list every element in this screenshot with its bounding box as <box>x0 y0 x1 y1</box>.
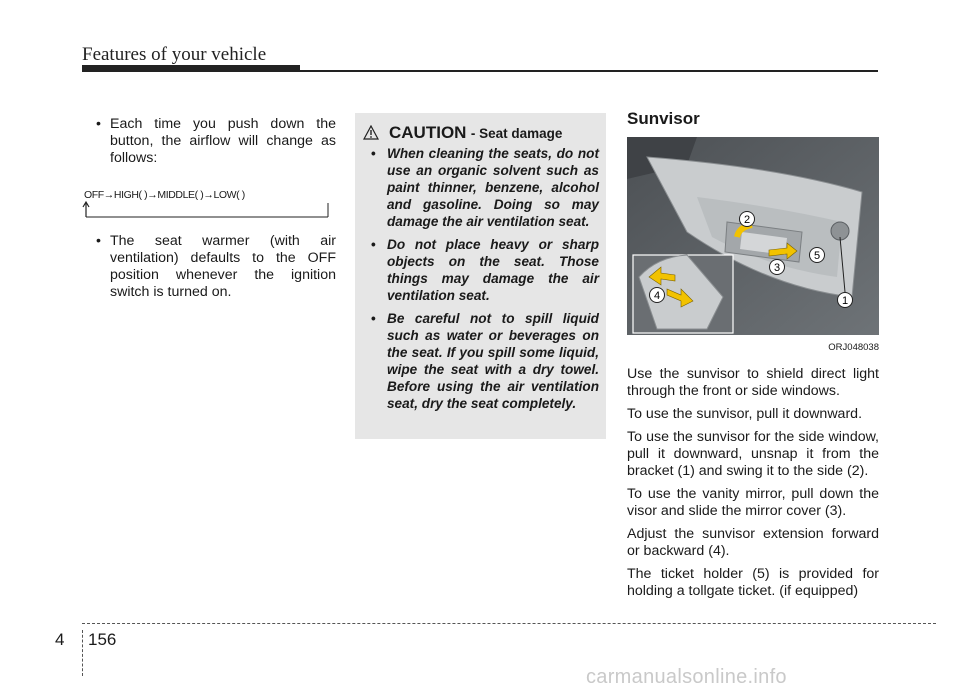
header-bar <box>82 65 300 72</box>
caution-item-text: When cleaning the seats, do not use an organic solvent such as paint thinner, benzene, alcohol and gasoline. Doing so may damage the air ventilation seat. <box>387 146 599 229</box>
callout-2: 2 <box>743 214 751 226</box>
caution-item <box>369 145 599 230</box>
footer-rule <box>82 623 936 624</box>
warning-triangle-icon <box>363 125 379 140</box>
page-header-title: Features of your vehicle <box>82 44 267 65</box>
bullet-dot: • <box>371 311 376 326</box>
page-number: 156 <box>88 630 117 649</box>
callout-5: 5 <box>813 250 821 262</box>
sunvisor-paragraph: Adjust the sunvisor extension forward or backward (4). <box>627 526 879 559</box>
bullet-dot: • <box>371 146 376 161</box>
sunvisor-paragraph: The ticket holder (5) is provided for holding a tollgate ticket. (if equipped) <box>627 566 879 599</box>
caution-subtitle: - Seat damage <box>470 126 563 141</box>
bullet-default-off-text: The seat warmer (with air ventilation) defaults to the OFF position whenever the ignition switch is turned on. <box>110 233 336 300</box>
bullet-dot: • <box>371 237 376 252</box>
bullet-dot: • <box>96 233 101 249</box>
sunvisor-figure <box>627 137 879 335</box>
sunvisor-paragraph: Use the sunvisor to shield direct light through the front or side windows. <box>627 366 879 399</box>
bullet-dot: • <box>96 116 101 132</box>
caution-title: CAUTION <box>389 123 467 142</box>
callout-3: 3 <box>773 262 781 274</box>
caution-item <box>369 310 599 412</box>
caution-item-text: Do not place heavy or sharp objects on the seat. Those things may damage the air ventilation seat. <box>387 237 599 303</box>
sunvisor-paragraph: To use the sunvisor, pull it downward. <box>627 406 863 422</box>
caution-item <box>369 236 599 304</box>
sunvisor-illustration <box>627 137 879 335</box>
header-rule <box>300 70 878 72</box>
watermark: carmanualsonline.info <box>586 666 787 688</box>
caution-item-text: Be careful not to spill liquid such as water or beverages on the seat. If you spill some liquid, wipe the seat with a dry towel. Before using the air ventilation seat, dry the seat completely. <box>387 311 599 411</box>
left-column <box>80 116 336 301</box>
callout-1: 1 <box>841 295 849 307</box>
figure-caption: ORJ048038 <box>828 342 879 353</box>
caution-list <box>369 145 599 418</box>
caution-box <box>355 113 606 439</box>
sunvisor-paragraph: To use the vanity mirror, pull down the visor and slide the mirror cover (3). <box>627 486 879 519</box>
right-column <box>627 110 879 606</box>
section-title-sunvisor: Sunvisor <box>627 109 700 128</box>
airflow-sequence <box>80 181 336 221</box>
callout-4: 4 <box>653 290 661 302</box>
bullet-airflow <box>80 116 336 167</box>
chapter-number: 4 <box>55 630 65 649</box>
bullet-airflow-text: Each time you push down the button, the airflow will change as follows: <box>110 116 336 166</box>
footer-divider <box>82 630 83 676</box>
caution-header <box>375 123 605 143</box>
bullet-default-off <box>80 233 336 301</box>
sunvisor-paragraph: To use the sunvisor for the side window, pull it downward, unsnap it from the bracket (1) and swing it to the side (2). <box>627 429 879 479</box>
airflow-sequence-text: OFF→HIGH( )→MIDDLE( )→LOW( ) <box>84 189 245 201</box>
